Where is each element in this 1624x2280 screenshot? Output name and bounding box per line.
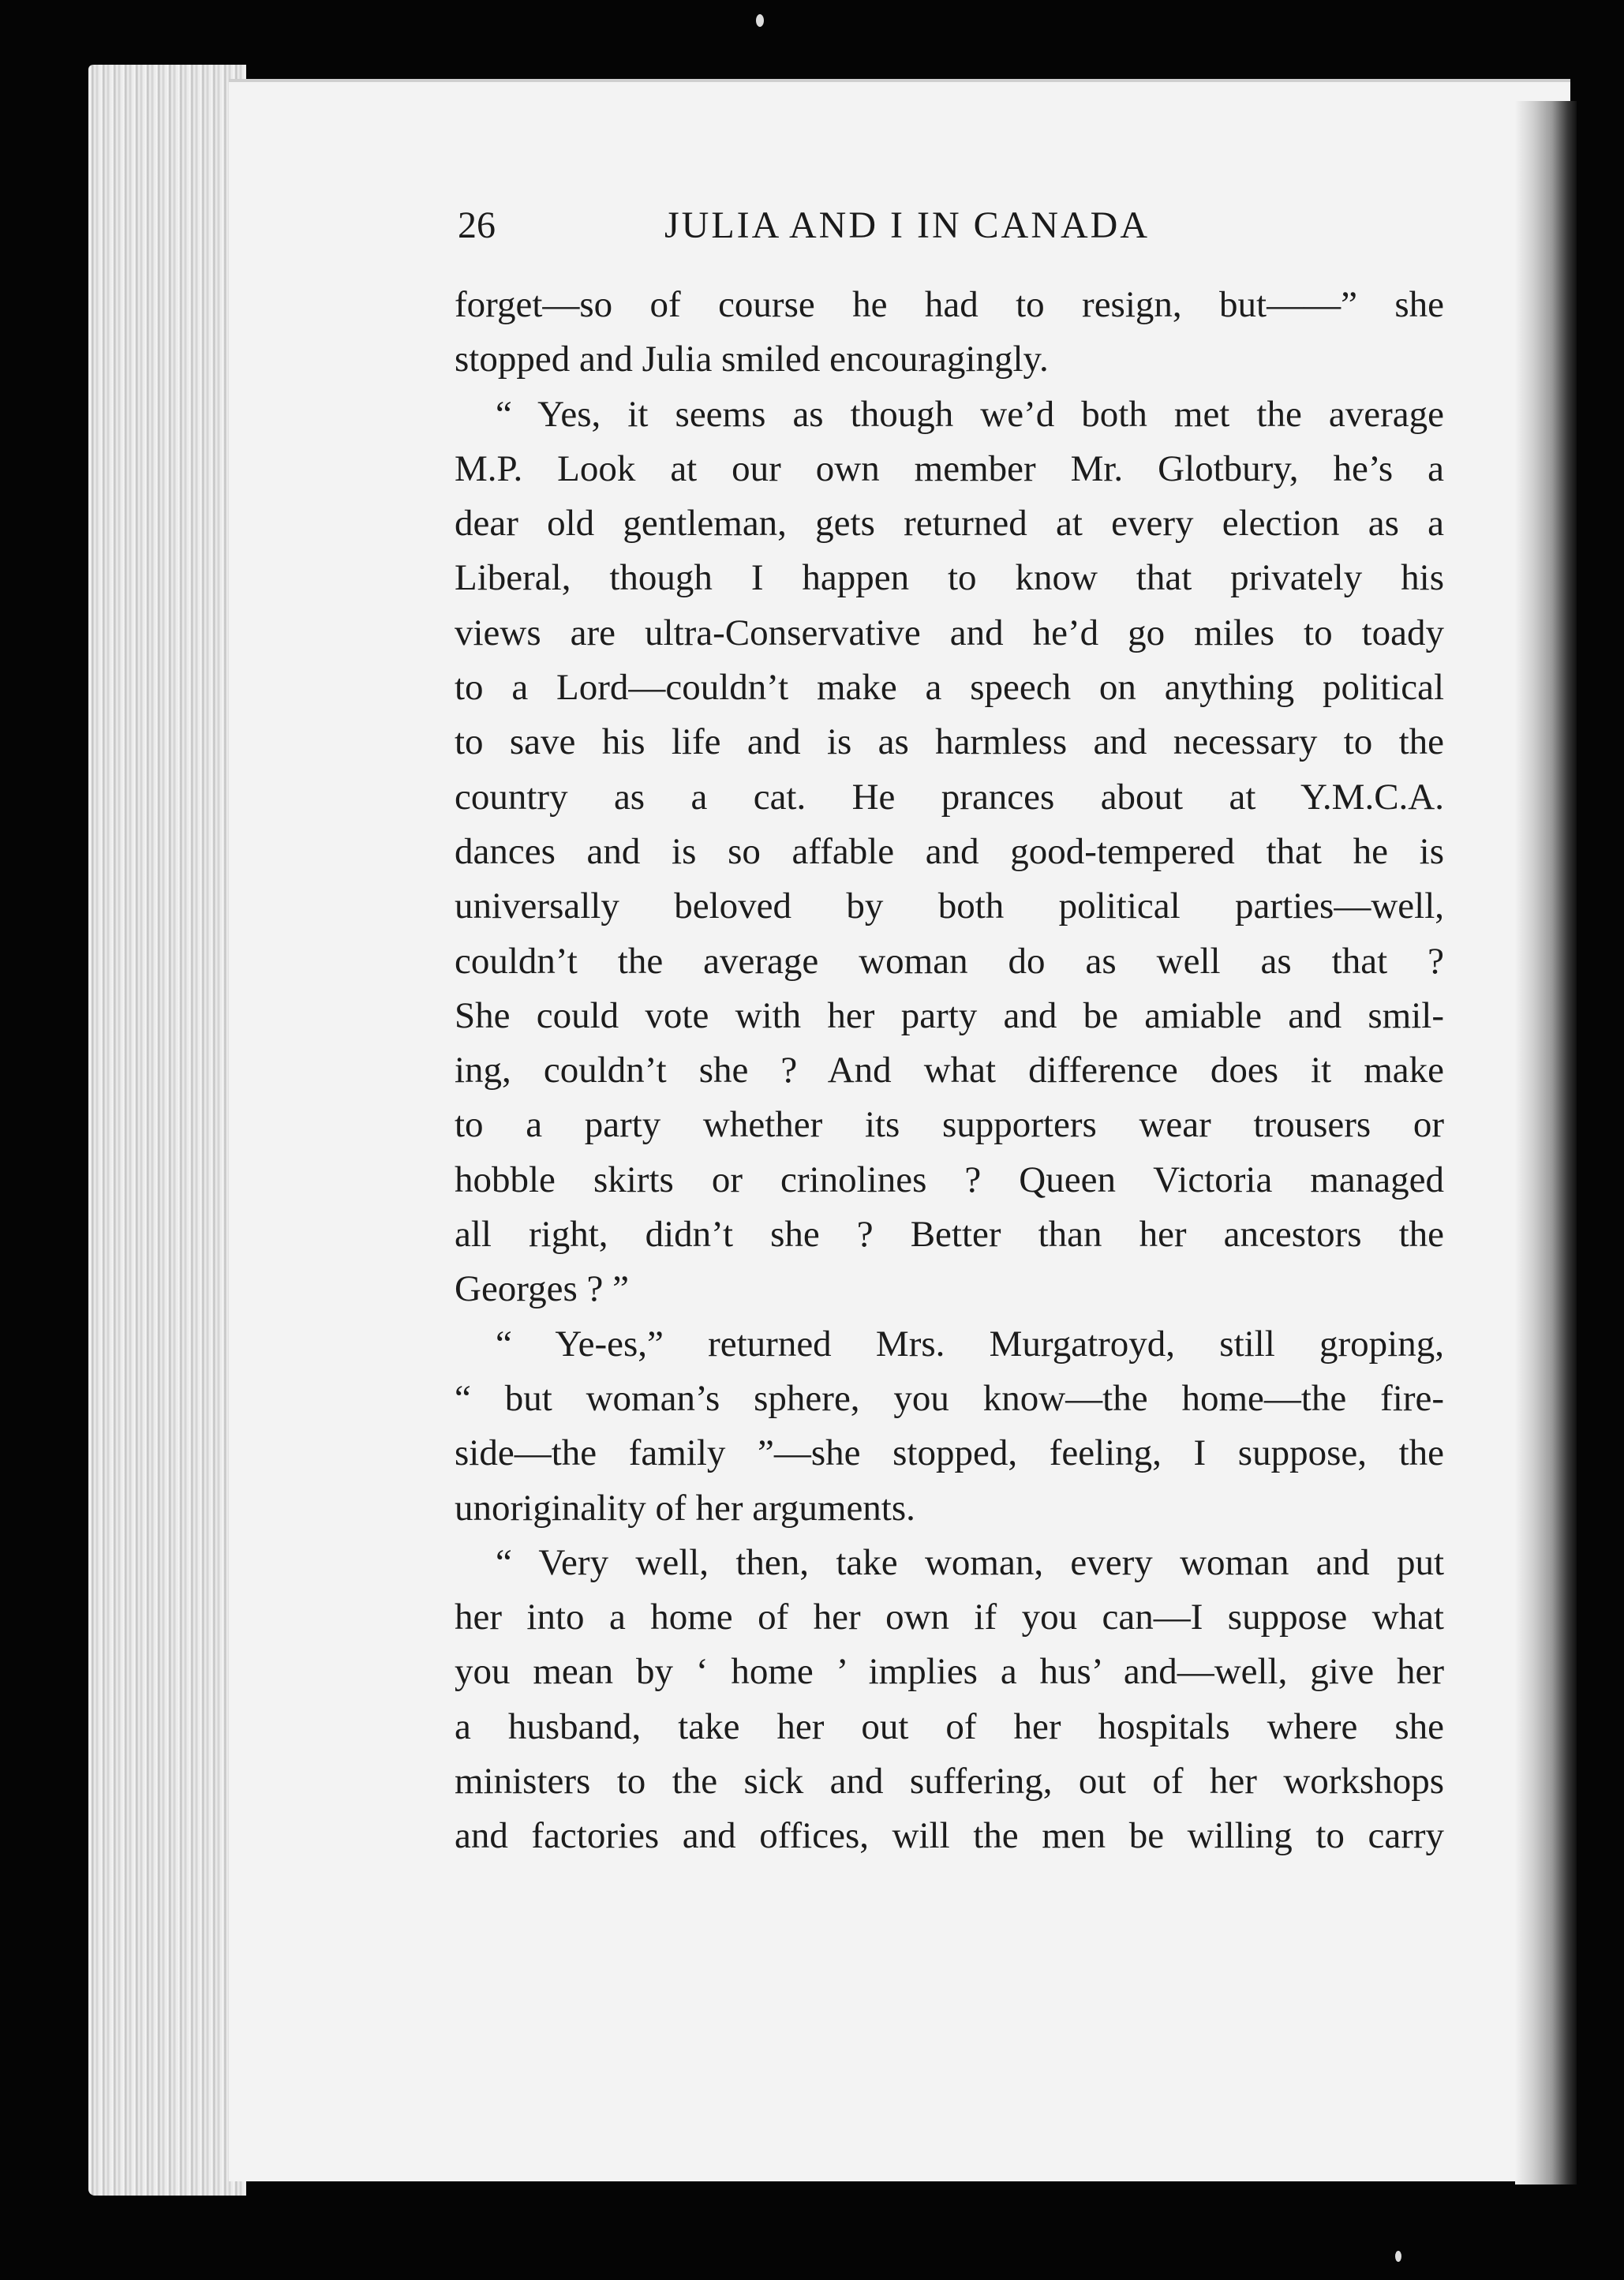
text-line: “ Ye-es,” returned Mrs. Murgatroyd, still groping,: [496, 1323, 1444, 1365]
text-line: forget—so of course he had to resign, but——” she: [455, 284, 1444, 325]
text-line: dances and is so affable and good-tempered that he is: [455, 830, 1444, 872]
page-number: 26: [458, 204, 496, 246]
binding-shadow: [1515, 101, 1577, 2185]
text-line: M.P. Look at our own member Mr. Glotbury, he’s a: [455, 447, 1444, 489]
text-line: to a Lord—couldn’t make a speech on anything political: [455, 667, 1444, 709]
text-line: unoriginality of her arguments.: [455, 1487, 915, 1529]
text-line: “ Very well, then, take woman, every woman and put: [496, 1541, 1444, 1583]
text-line: her into a home of her own if you can—I suppose what: [455, 1597, 1444, 1638]
text-line: side—the family ”—she stopped, feeling, I suppose, the: [455, 1432, 1444, 1474]
scan-speck: [756, 14, 764, 27]
text-line: Georges ? ”: [455, 1268, 629, 1310]
text-line: to save his life and is as harmless and necessary to the: [455, 721, 1444, 763]
text-line: dear old gentleman, gets returned at every election as a: [455, 503, 1444, 545]
text-line: “ Yes, it seems as though we’d both met the average: [496, 393, 1444, 435]
running-title: JULIA AND I IN CANADA: [664, 204, 1150, 246]
page-header: [458, 204, 1444, 259]
text-line: ministers to the sick and suffering, out of her workshops: [455, 1761, 1444, 1803]
text-line: to a party whether its supporters wear trousers or: [455, 1104, 1444, 1146]
body-text: [455, 278, 1444, 1864]
text-line: all right, didn’t she ? Better than her ancestors the: [455, 1214, 1444, 1256]
text-line: universally beloved by both political parties—well,: [455, 885, 1444, 927]
text-line: a husband, take her out of her hospitals where she: [455, 1705, 1444, 1747]
scan-speck: [1395, 2251, 1401, 2262]
text-line: you mean by ‘ home ’ implies a hus’ and—well, give her: [455, 1651, 1444, 1693]
text-line: hobble skirts or crinolines ? Queen Victoria managed: [455, 1159, 1444, 1200]
text-line: “ but woman’s sphere, you know—the home—the fire-: [455, 1377, 1444, 1419]
text-line: stopped and Julia smiled encouragingly.: [455, 339, 1049, 380]
text-line: ing, couldn’t she ? And what difference does it make: [455, 1050, 1444, 1091]
text-line: Liberal, though I happen to know that privately his: [455, 557, 1444, 599]
text-line: and factories and offices, will the men be willing to carry: [455, 1815, 1444, 1857]
text-line: views are ultra-Conservative and he’d go miles to toady: [455, 612, 1444, 653]
text-line: She could vote with her party and be amiable and smil-: [455, 994, 1444, 1036]
page-edges: [88, 65, 246, 2196]
text-line: country as a cat. He prances about at Y.M.C.A.: [455, 776, 1444, 818]
text-line: couldn’t the average woman do as well as that ?: [455, 940, 1444, 982]
